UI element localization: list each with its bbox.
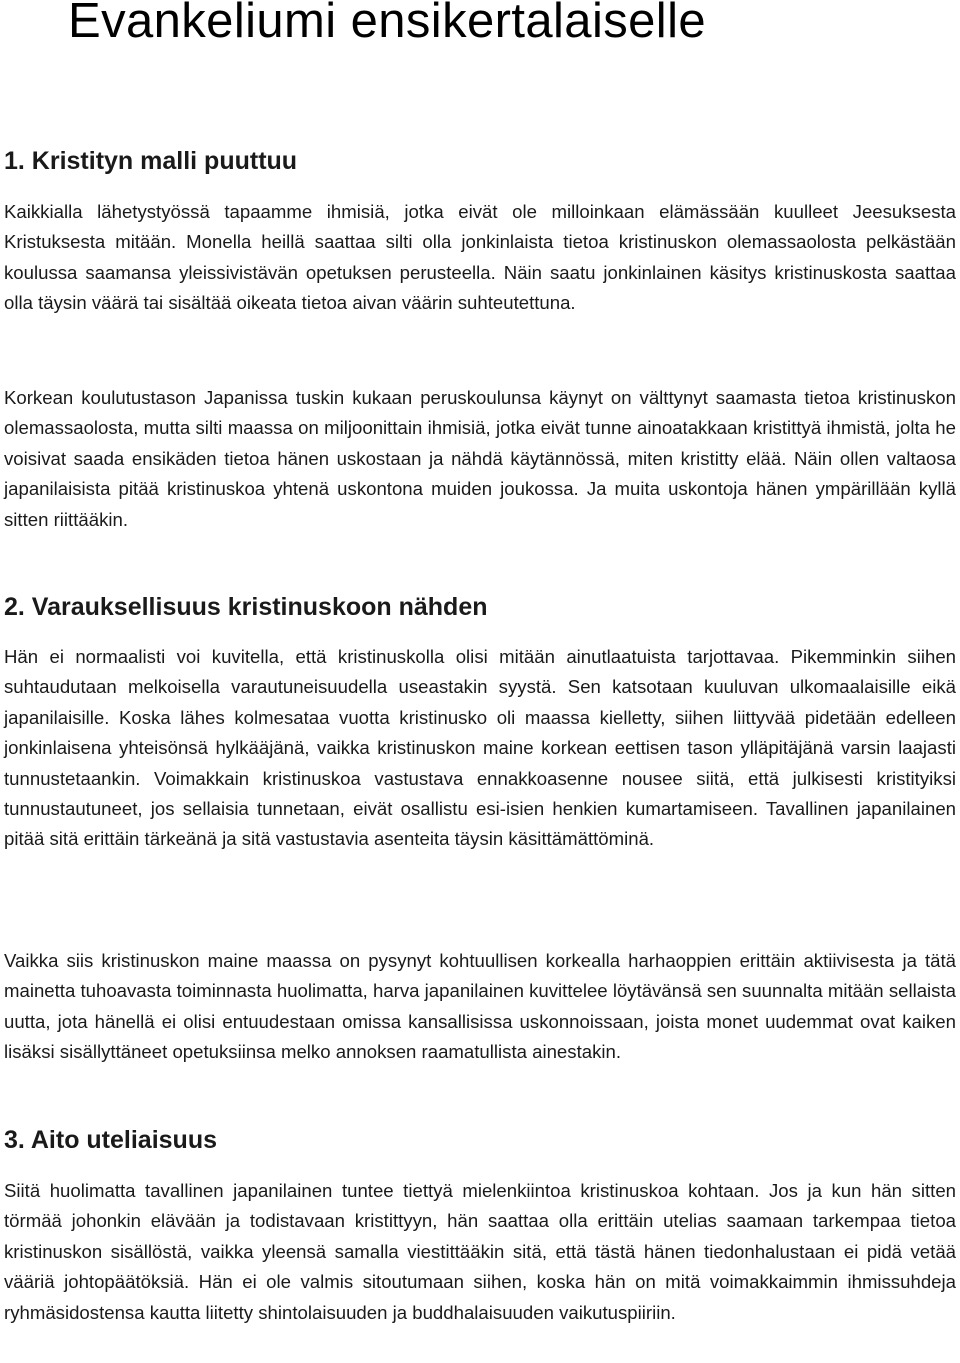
paragraph: Hän ei normaalisti voi kuvitella, että kristinuskolla olisi mitään ainutlaatuista tarjottavaa. Pikemminkin siihen suhtaudutaan melkoisella varautuneisuudella useastakin syystä. Sen katsotaan kuuluvan ulkomaalaisille eikä japanilaisille. Koska lähes kolmesataa vuotta kristinusko oli maassa kielletty, siihen liittyvää pidetään edelleen jonkinlaisena yhteisönsä hylkääjänä, vaikka kristinuskon maine korkean eettisen tason ylläpitäjänä varsin laajasti tunnustetaankin. Voimakkain kristinuskoa vastustava ennakkoasenne nousee siitä, että julkisesti kristityiksi tunnustautuneet, jos sellaisia tunnetaan, eivät osallistu esi-isien henkien kumartamiseen. Tavallinen japanilainen pitää sitä erittäin tärkeänä ja sitä vastustavia asenteita täysin käsittämättöminä. xyxy=(4,646,956,850)
paragraph: Siitä huolimatta tavallinen japanilainen tuntee tiettyä mielenkiintoa kristinuskoa kohtaan. Jos ja kun hän sitten törmää johonkin elävään ja todistavaan kristittyyn, hän saattaa olla erittäin utelias saamaan tarkempaa tietoa kristinuskon sisällöstä, vaikka yleensä samalla viestittääkin sitä, että tästä hänen tiedonhalustaan ei pidä vetää vääriä johtopäätöksiä. Hän ei ole valmis sitoutumaan siihen, koska hän on mitä voimakkaimmin ihmissuhdeja ryhmäsidostensa kautta liitetty shintolaisuuden ja buddhalaisuuden vaikutuspiiriin. xyxy=(4,1180,956,1323)
section-heading: 1. Kristityn malli puuttuu xyxy=(4,147,298,175)
section-heading: 2. Varauksellisuus kristinuskoon nähden xyxy=(4,593,488,621)
document-title: Evankeliumi ensikertalaiselle xyxy=(68,0,707,48)
section-2 xyxy=(4,592,956,855)
section-3 xyxy=(4,1125,956,1328)
section-heading: 3. Aito uteliaisuus xyxy=(4,1126,218,1154)
section-1 xyxy=(4,146,956,319)
paragraph: Korkean koulutustason Japanissa tuskin kukaan peruskoulunsa käynyt on välttynyt saamasta tietoa kristinuskon olemassaolosta, mutta silti maassa on miljoonittain ihmisiä, jotka eivät tunne ainoatakkaan kristittyä ihmistä, jolta he voisivat saada ensikäden tietoa hänen uskostaan ja nähdä käytännössä, miten kristitty elää. Näin ollen valtaosa japanilaisista pitää kristinuskoa yhtenä uskontona muiden joukossa. Ja muita uskontoja hänen ympärillään kyllä sitten riittääkin. xyxy=(4,387,956,530)
paragraph: Kaikkialla lähetystyössä tapaamme ihmisiä, jotka eivät ole milloinkaan elämässään kuulleet Jeesuksesta Kristuksesta mitään. Monella heillä saattaa silti olla jonkinlaista tietoa kristinuskon olemassaolosta pelkästään koulussa saamansa yleissivistävän opetuksen perusteella. Näin saatu jonkinlainen käsitys kristinuskosta saattaa olla täysin väärä tai sisältää oikeata tietoa aivan väärin suhteutettuna. xyxy=(4,201,956,314)
paragraph: Vaikka siis kristinuskon maine maassa on pysynyt kohtuullisen korkealla harhaoppien erittäin aktiivisesta ja tätä mainetta tuhoavasta toiminnasta huolimatta, harva japanilainen kuvittelee löytävänsä sen suunnalta mitään sellaista uutta, jota hänellä ei olisi entuudestaan omissa kansallisissa uskonnoissaan, joista monet uudemmat ovat kaiken lisäksi sisällyttäneet opetuksiinsa melko annoksen raamatullista ainestakin. xyxy=(4,950,956,1063)
